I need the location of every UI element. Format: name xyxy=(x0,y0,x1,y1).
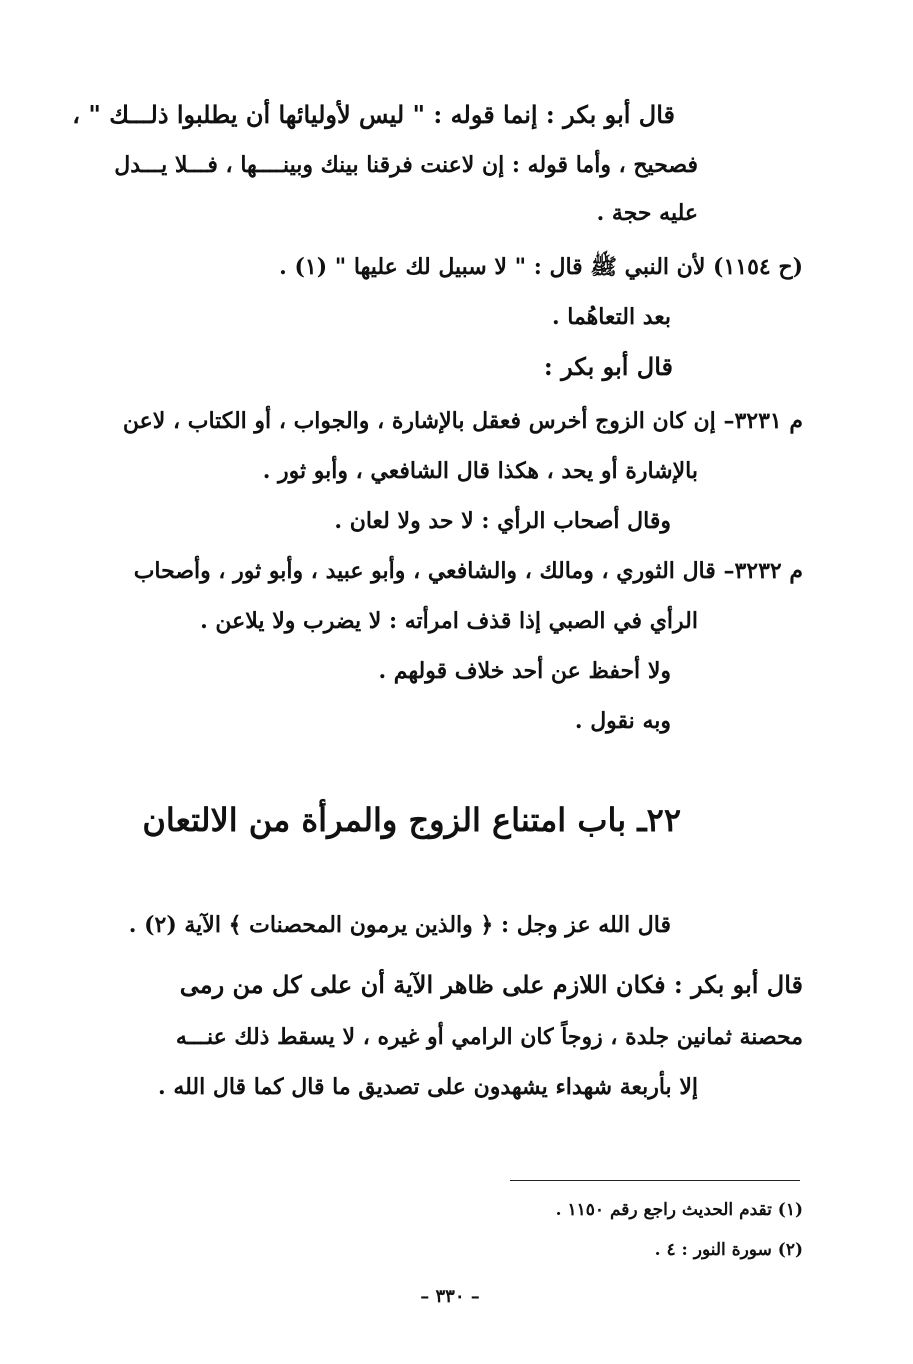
text-line: ولا أحفظ عن أحد خلاف قولهم . xyxy=(378,658,671,684)
text-line: فصحيح ، وأما قوله : إن لاعنت فرقنا بينك وبينــــها ، فـــلا يـــدل xyxy=(114,152,698,178)
page-number: – ٣٣٠ – xyxy=(420,1286,480,1307)
text-line: قال أبو بكر : إنما قوله : " ليس لأوليائها أن يطلبوا ذلـــك " ، xyxy=(72,100,675,129)
text-line: وقال أصحاب الرأي : لا حد ولا لعان . xyxy=(334,508,671,534)
text-line: قال أبو بكر : فكان اللازم على ظاهر الآية أن على كل من رمى xyxy=(179,970,803,999)
footnote: (٢) سورة النور : ٤ . xyxy=(654,1240,803,1260)
footnote-separator xyxy=(510,1180,800,1181)
verse-line: قال الله عز وجل : ﴿ والذين يرمون المحصنات ﴾ الآية (٢) . xyxy=(128,912,671,938)
text-line: إلا بأربعة شهداء يشهدون على تصديق ما قال كما قال الله . xyxy=(158,1074,698,1100)
masala-line: م ٣٢٣٢– قال الثوري ، ومالك ، والشافعي ، وأبو عبيد ، وأبو ثور ، وأصحاب xyxy=(133,558,803,584)
text-line: وبه نقول . xyxy=(574,708,671,734)
text-line: الرأي في الصبي إذا قذف امرأته : لا يضرب ولا يلاعن . xyxy=(200,608,698,634)
masala-line: م ٣٢٣١– إن كان الزوج أخرس فعقل بالإشارة ، والجواب ، أو الكتاب ، لاعن xyxy=(122,408,803,434)
text-line: عليه حجة . xyxy=(596,200,698,226)
footnote: (١) تقدم الحديث راجع رقم ١١٥٠ . xyxy=(555,1200,803,1220)
text-line: بالإشارة أو يحد ، هكذا قال الشافعي ، وأبو ثور . xyxy=(262,458,698,484)
text-line: محصنة ثمانين جلدة ، زوجاً كان الرامي أو غيره ، لا يسقط ذلك عنـــه xyxy=(175,1024,803,1050)
hadith-line: (ح ١١٥٤) لأن النبي ﷺ قال : " لا سبيل لك عليها " (١) . xyxy=(279,254,803,280)
section-lead: قال أبو بكر : xyxy=(543,352,673,381)
chapter-heading: ٢٢ـ باب امتناع الزوج والمرأة من الالتعان xyxy=(142,801,681,839)
text-line: بعد التعاهُما . xyxy=(551,304,671,330)
